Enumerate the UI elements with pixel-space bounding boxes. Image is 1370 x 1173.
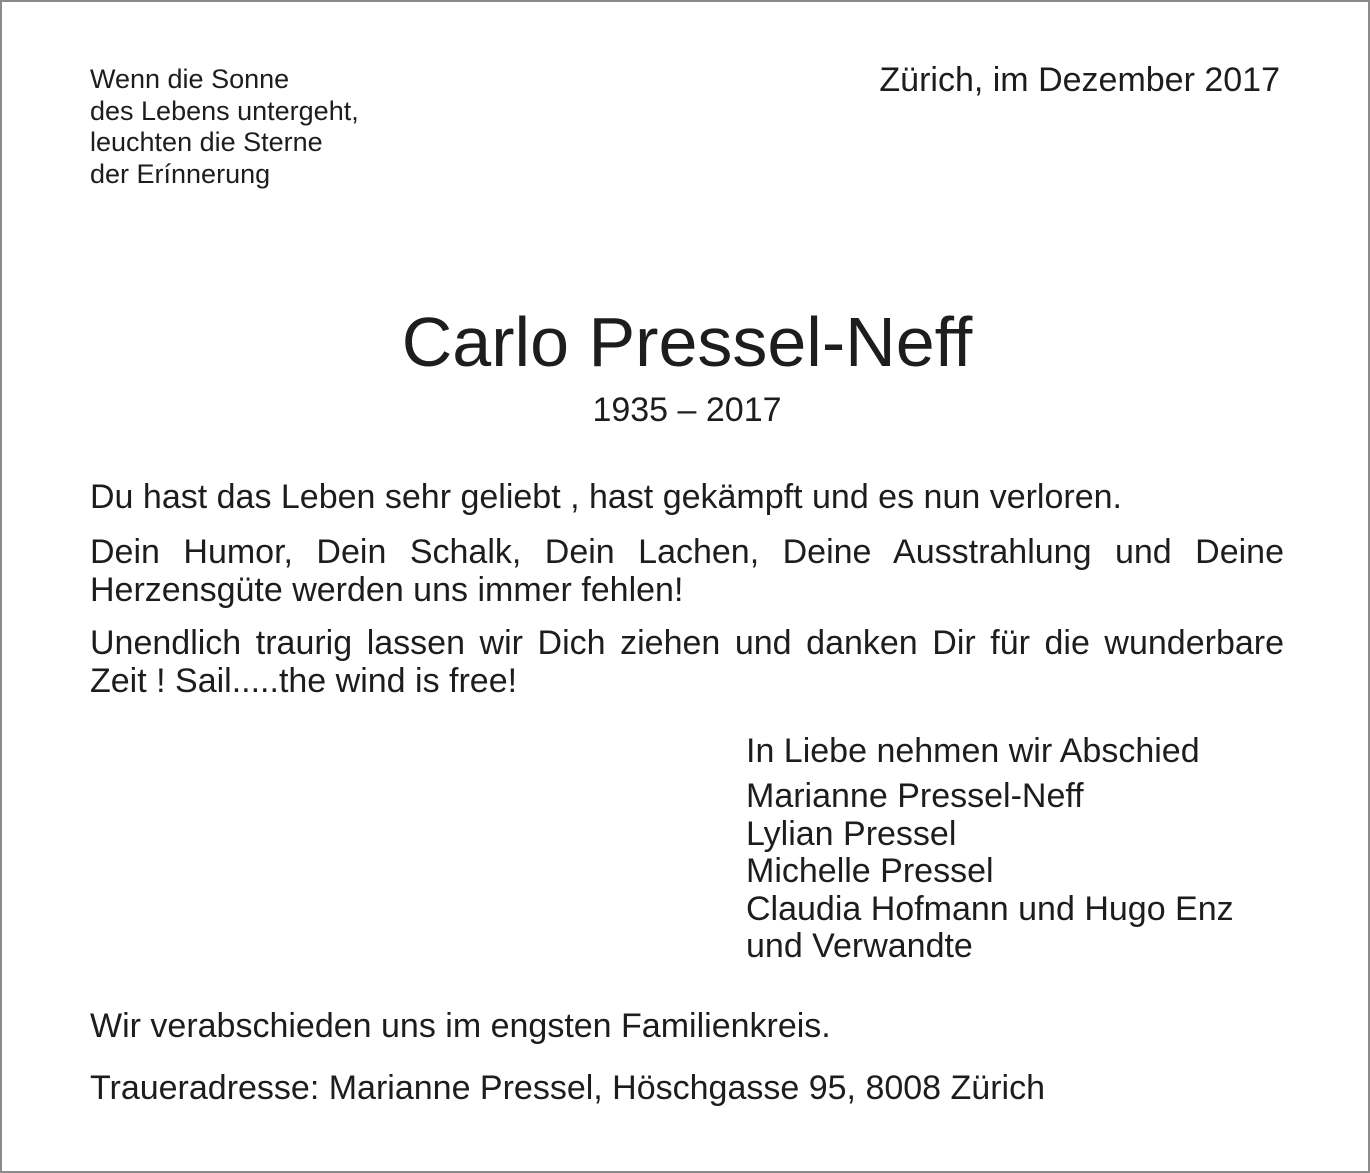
- mourner-name: und Verwandte: [746, 927, 973, 965]
- tribute-paragraph: Dein Humor, Dein Schalk, Dein Lachen, Deine Ausstrahlung und Deine Herzensgüte werden uns immer fehlen!: [90, 533, 1284, 609]
- motto-quote: [90, 64, 359, 190]
- mourner-name: Michelle Pressel: [746, 852, 994, 890]
- motto-line: des Lebens untergeht,: [90, 95, 359, 126]
- life-years: 1935 – 2017: [592, 391, 782, 429]
- mourning-address: Traueradresse: Marianne Pressel, Höschgasse 95, 8008 Zürich: [90, 1069, 1045, 1107]
- mourners-list: [746, 778, 1234, 966]
- tribute-paragraph: Unendlich traurig lassen wir Dich ziehen und danken Dir für die wunderbare Zeit ! Sail.....the wind is free!: [90, 624, 1284, 700]
- mourner-name: Lylian Pressel: [746, 814, 957, 853]
- mourner-name: Marianne Pressel-Neff: [746, 777, 1084, 815]
- motto-line: Wenn die Sonne: [90, 64, 290, 94]
- tribute-paragraph: Du hast das Leben sehr geliebt , hast gekämpft und es nun verloren.: [90, 478, 1122, 516]
- deceased-name: Carlo Pressel-Neff: [401, 303, 973, 381]
- service-note: Wir verabschieden uns im engsten Familienkreis.: [90, 1007, 831, 1045]
- motto-line: leuchten die Sterne: [90, 127, 323, 157]
- farewell-line: In Liebe nehmen wir Abschied: [746, 732, 1200, 770]
- mourner-name: Claudia Hofmann und Hugo Enz: [746, 889, 1234, 928]
- motto-line: der Erínnerung: [90, 158, 271, 189]
- place-date: Zürich, im Dezember 2017: [879, 61, 1280, 99]
